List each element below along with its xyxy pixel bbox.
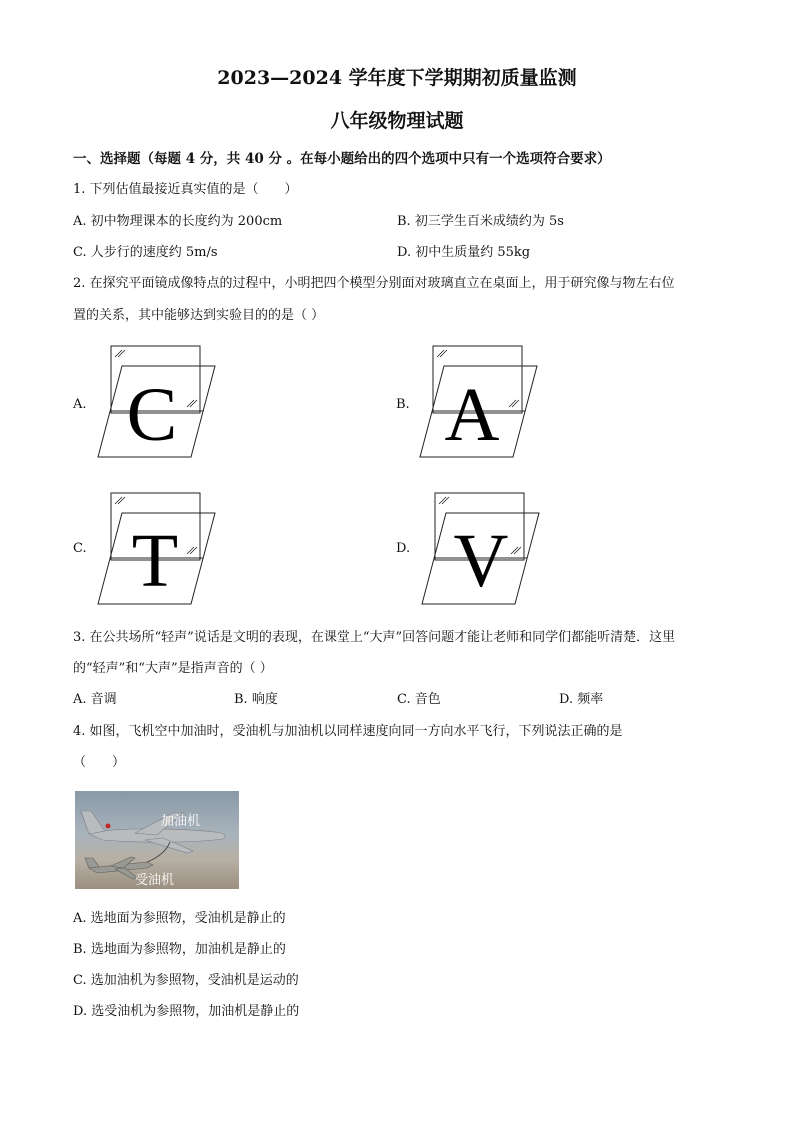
q1-option-c: C. 人步行的速度约 5m/s [73, 245, 218, 260]
q4-option-d: D. 选受油机为参照物，加油机是静止的 [73, 1004, 300, 1019]
q3-option-d: D. 频率 [559, 692, 604, 707]
receiver-label: 受油机 [135, 873, 175, 888]
question-2-stem-line2: 置的关系，其中能够达到实验目的的是（ ） [73, 308, 325, 323]
mirror-figure-c [95, 490, 220, 607]
q3-option-a: A. 音调 [73, 692, 117, 707]
question-4-stem-line2: （ ） [73, 755, 126, 770]
q2-option-d-label: D. [396, 541, 411, 556]
page-subtitle: 八年级物理试题 [330, 110, 464, 132]
model-letter-d: V [453, 519, 509, 603]
mirror-figure-a [95, 343, 220, 460]
mirror-figure-d [419, 490, 544, 607]
section-heading: 一、选择题（每题 4 分，共 40 分 。在每小题给出的四个选项中只有一个选项符合要求） [73, 151, 611, 167]
q3-option-b: B. 响度 [234, 692, 278, 707]
refueling-photo [75, 791, 239, 889]
q1-option-a: A. 初中物理课本的长度约为 200cm [73, 214, 283, 229]
model-letter-a: C [126, 373, 178, 457]
question-3-stem-line1: 3. 在公共场所“轻声”说话是文明的表现，在课堂上“大声”回答问题才能让老师和同学们都能听清楚．这里 [73, 630, 676, 645]
tanker-label: 加油机 [161, 814, 201, 829]
q2-option-c-label: C. [73, 541, 87, 556]
q3-option-c: C. 音色 [397, 692, 441, 707]
q2-option-a-label: A. [73, 397, 87, 412]
q4-option-c: C. 选加油机为参照物，受油机是运动的 [73, 973, 299, 988]
q4-option-b: B. 选地面为参照物，加油机是静止的 [73, 942, 286, 957]
q1-option-b: B. 初三学生百米成绩约为 5s [397, 214, 564, 229]
mirror-figure-b [417, 343, 542, 460]
question-1-stem: 1. 下列估值最接近真实值的是（ ） [73, 182, 298, 197]
q4-option-a: A. 选地面为参照物，受油机是静止的 [73, 911, 286, 926]
model-letter-c: T [131, 519, 179, 603]
question-3-stem-line2: 的“轻声”和“大声”是指声音的（ ） [73, 661, 273, 676]
question-4-stem-line1: 4. 如图，飞机空中加油时，受油机与加油机以同样速度向同一方向水平飞行，下列说法正确的是 [73, 724, 623, 739]
q2-option-b-label: B. [396, 397, 410, 412]
q1-option-d: D. 初中生质量约 55kg [397, 245, 531, 260]
page-title: 2023—2024 学年度下学期期初质量监测 [217, 67, 577, 89]
model-letter-b: A [444, 373, 500, 457]
question-2-stem-line1: 2. 在探究平面镜成像特点的过程中，小明把四个模型分别面对玻璃直立在桌面上，用于研究像与物左右位 [73, 276, 675, 291]
